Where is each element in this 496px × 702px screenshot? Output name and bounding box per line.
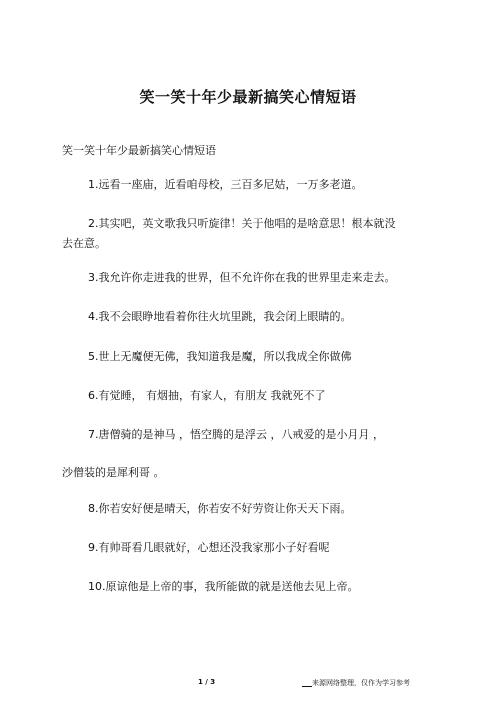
paragraph-1: 1.远看一座庙，近看咱母校，三百多尼姑，一万多老道。 xyxy=(88,178,363,191)
document-subtitle: 笑一笑十年少最新搞笑心情短语 xyxy=(62,144,216,157)
footer-note: 来源网络整理，仅作为学习参考 xyxy=(312,679,410,687)
paragraph-8: 8.你若安好便是晴天，你若安不好劳资让你天天下雨。 xyxy=(88,502,352,515)
page-number: 1 / 3 xyxy=(198,678,216,686)
paragraph-3: 3.我允许你走进我的世界，但不允许你在我的世界里走来走去。 xyxy=(88,271,396,284)
paragraph-9: 9.有帅哥看几眼就好，心想还没我家那小子好看呢 xyxy=(88,541,330,554)
paragraph-2-continued: 去在意。 xyxy=(62,237,106,250)
paragraph-7: 7.唐僧骑的是神马 ，悟空腾的是浮云 ，八戒爱的是小月月 ， xyxy=(88,428,384,441)
paragraph-4: 4.我不会眼睁地看着你往火坑里跳，我会闭上眼睛的。 xyxy=(88,310,352,323)
paragraph-5: 5.世上无魔便无佛，我知道我是魔，所以我成全你做佛 xyxy=(88,350,352,363)
paragraph-6: 6.有觉睡， 有烟抽，有家人，有朋友 我就死不了 xyxy=(88,389,326,402)
paragraph-10: 10.原谅他是上帝的事，我所能做的就是送他去见上帝。 xyxy=(88,580,359,593)
document-title: 笑一笑十年少最新搞笑心情短语 xyxy=(139,88,357,106)
footer-underline xyxy=(302,686,312,687)
paragraph-7-continued: 沙僧装的是犀利哥 。 xyxy=(62,466,165,479)
paragraph-2: 2.其实吧，英文歌我只听旋律！关于他唱的是啥意思！根本就没 xyxy=(88,217,396,230)
